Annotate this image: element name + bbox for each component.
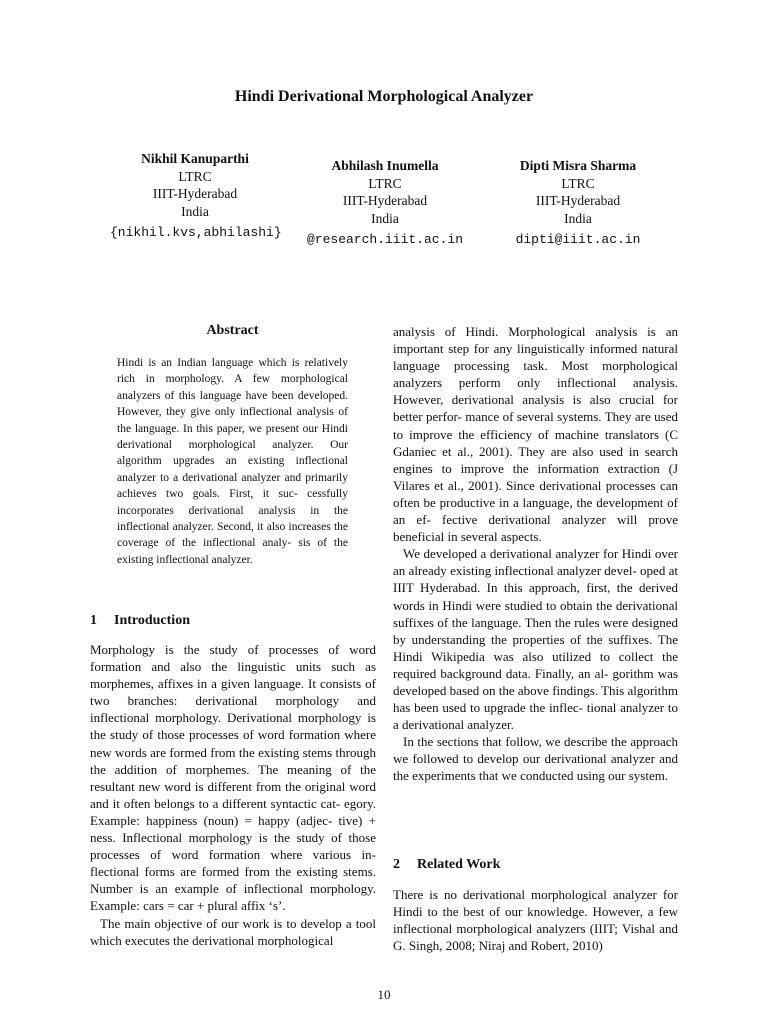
paper-title: Hindi Derivational Morphological Analyzer	[234, 88, 534, 105]
author-dept: LTRC	[178, 168, 212, 184]
author-country: India	[371, 210, 399, 226]
author-institute: IIIT-Hyderabad	[342, 193, 428, 208]
author-dept: LTRC	[561, 175, 595, 191]
abstract-heading: Abstract	[206, 323, 259, 338]
paragraph: analysis of Hindi. Morphological analysis is an important step for any linguistically informed natural language processing task. Most morphological analyzers perform only inflectional analysis. However, derivational analysis is also crucial for better perfor- mance of several systems. They are used to improve the efficiency of machine translators (C Gdaniec et al., 2001). They are also used in search engines to improve the information extraction (J Vilares et al., 2001). Since derivational processes can often be productive in a language, the development of an ef- fective derivational analyzer will prove beneficial in several aspects.	[393, 324, 678, 545]
related-work-body	[393, 886, 678, 954]
author-country: India	[181, 203, 209, 219]
author-email: {nikhil.kvs,abhilashi}	[110, 225, 282, 240]
section-heading-introduction	[90, 613, 190, 629]
introduction-column-left	[90, 641, 376, 949]
author-name: Abhilash Inumella	[331, 158, 439, 173]
section-number: 1	[90, 613, 97, 628]
author-name: Nikhil Kanuparthi	[141, 151, 249, 166]
paragraph: We developed a derivational analyzer for Hindi over an already existing inflectional analyzer devel- oped at IIIT Hyderabad. In this approach, first, the derived words in Hindi were studied to obtain the derivational suffixes of the language. Then the rules were designed by understanding the properties of the suffixes. The Hindi Wikipedia was also utilized to collect the required background data. Finally, an al- gorithm was developed based on the above findings. This algorithm has been used to upgrade the inflec- tional analyzer to a derivational analyzer.	[393, 546, 678, 733]
author-institute: IIIT-Hyderabad	[535, 193, 621, 208]
section-heading-related-work	[393, 857, 500, 873]
author-block-1	[110, 150, 280, 242]
author-email: @research.iiit.ac.in	[306, 232, 464, 247]
author-country: India	[564, 210, 592, 226]
paragraph: The main objective of our work is to develop a tool which executes the derivational morphological	[90, 915, 376, 948]
section-title: Introduction	[114, 613, 190, 628]
introduction-column-right	[393, 323, 678, 785]
author-block-2	[290, 157, 480, 249]
author-block-3	[488, 157, 668, 249]
paragraph: Morphology is the study of processes of word formation and also the linguistic units such as morphemes, affixes in a given language. It consists of two branches: derivational morphology and inflectional morphology. Derivational morphology is the study of those processes of word formation where new words are formed from the existing stems through the addition of morphemes. The meaning of the resultant new word is different from the original word and it often belongs to a different syntactic cat- egory. Example: happiness (noun) = happy (adjec- tive) + ness. Inflectional morphology is the study of those processes of word formation where various in- flectional forms are formed from the existing stems. Number is an example of inflectional morphology. Example: cars = car + plural affix ‘s’.	[90, 642, 376, 914]
page-number: 10	[377, 987, 391, 1002]
abstract-body: Hindi is an Indian language which is relatively rich in morphology. A few morphological analyzers of this language have been developed. However, they give only inflectional analysis of the language. In this paper, we present our Hindi derivational morphological analyzer. Our algorithm upgrades an existing inflectional analyzer to a derivational analyzer and primarily achieves two goals. First, it suc- cessfully incorporates derivational analysis in the inflectional analyzer. Second, it also increases the coverage of the inflectional analy- sis of the existing inflectional analyzer.	[117, 357, 348, 566]
paragraph: There is no derivational morphological analyzer for Hindi to the best of our knowledge. However, a few inflectional morphological analyzers (IIIT; Vishal and G. Singh, 2008; Niraj and Robert, 2010)	[393, 887, 678, 954]
author-institute: IIIT-Hyderabad	[152, 186, 238, 201]
author-name: Dipti Misra Sharma	[519, 158, 637, 173]
author-email: dipti@iiit.ac.in	[515, 232, 641, 247]
paragraph: In the sections that follow, we describe the approach we followed to develop our derivational analyzer and the experiments that we conducted using our system.	[393, 734, 678, 784]
section-number: 2	[393, 857, 400, 872]
section-title: Related Work	[417, 857, 501, 872]
author-dept: LTRC	[368, 175, 402, 191]
